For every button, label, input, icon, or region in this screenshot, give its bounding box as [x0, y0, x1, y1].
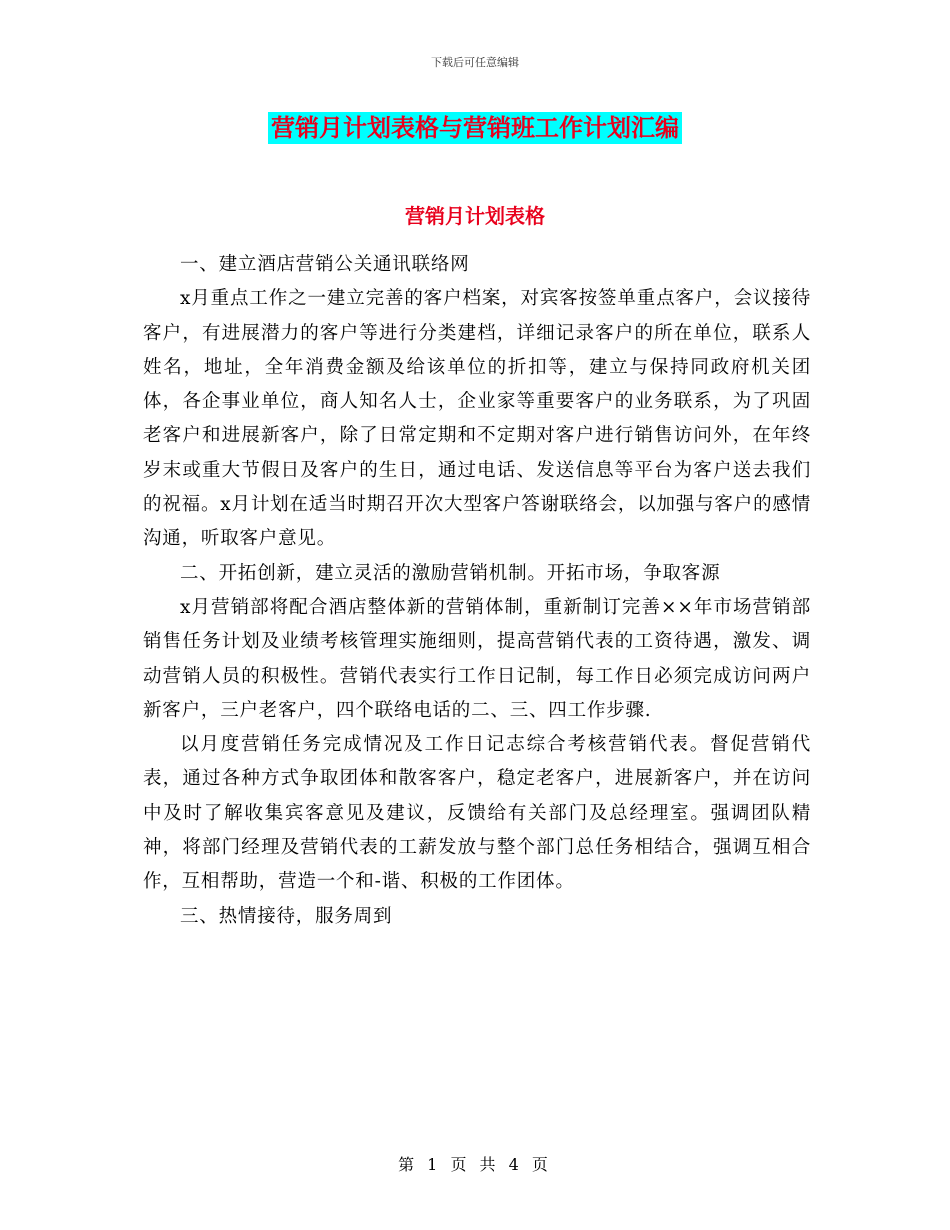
header-note: 下载后可任意编辑 [431, 56, 519, 69]
document-title [0, 112, 950, 144]
paragraph: x月重点工作之一建立完善的客户档案，对宾客按签单重点客户，会议接待客户，有进展潜力的客户等进行分类建档，详细记录客户的所在单位，联系人姓名，地址，全年消费金额及给该单位的折扣等，建立与保持同政府机关团体，各企事业单位，商人知名人士，企业家等重要客户的业务联系，为了巩固老客户和进展新客户，除了日常定期和不定期对客户进行销售访问外，在年终岁末或重大节假日及客户的生日，通过电话、发送信息等平台为客户送去我们的祝福。x月计划在适当时期召开次大型客户答谢联络会，以加强与客户的感情沟通，听取客户意见。 [143, 288, 811, 550]
paragraph: 以月度营销任务完成情况及工作日记志综合考核营销代表。督促营销代表，通过各种方式争取团体和散客客户，稳定老客户，进展新客户，并在访问中及时了解收集宾客意见及建议，反馈给有关部门及总经理室。强调团队精神，将部门经理及营销代表的工薪发放与整个部门总任务相结合，强调互相合作，互相帮助，营造一个和-谐、积极的工作团体。 [143, 734, 811, 893]
paragraph-heading-2: 二、开拓创新，建立灵活的激励营销机制。开拓市场，争取客源 [180, 562, 721, 584]
document-body [143, 248, 811, 934]
paragraph: x月营销部将配合酒店整体新的营销体制，重新制订完善××年市场营销部销售任务计划及业绩考核管理实施细则，提高营销代表的工资待遇，激发、调动营销人员的积极性。营销代表实行工作日记制，每工作日必须完成访问两户新客户，三户老客户，四个联络电话的二、三、四工作步骤. [143, 596, 811, 721]
document-title-text: 营销月计划表格与营销班工作计划汇编 [268, 112, 682, 144]
paragraph-heading-3: 三、热情接待，服务周到 [180, 905, 393, 927]
paragraph-heading-1: 一、建立酒店营销公关通讯联络网 [180, 254, 470, 275]
page-footer: 第 1 页 共 4 页 [398, 1155, 552, 1174]
section-title: 营销月计划表格 [405, 204, 545, 228]
